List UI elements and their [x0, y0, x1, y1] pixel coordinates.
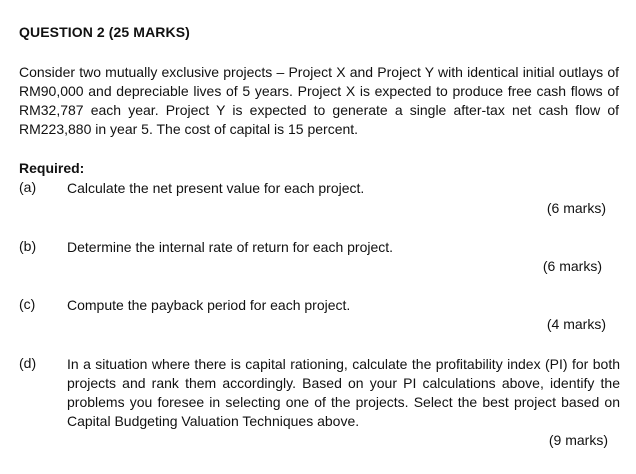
part-b-label: (b) [19, 238, 37, 254]
part-d-text: In a situation where there is capital rationing, calculate the profitability index (PI) for both projects and rank them accordingly. Based on your PI calculations above, identify the problems you foresee in selecting one of the projects. Select the best project based on Capital Budgeting Valuation Techniques above. [67, 356, 620, 429]
part-c-label: (c) [19, 296, 36, 312]
part-d-marks: (9 marks) [548, 432, 608, 448]
required-label: Required: [19, 160, 85, 176]
part-a-label: (a) [19, 179, 37, 195]
part-b-text: Determine the internal rate of return for each project. [67, 239, 394, 255]
question-heading: QUESTION 2 (25 MARKS) [19, 24, 190, 40]
part-c-text: Compute the payback period for each project. [67, 297, 351, 313]
question-intro: Consider two mutually exclusive projects – Project X and Project Y with identical initial outlays of RM90,000 and depreciable lives of 5 years. Project X is expected to produce free cash flows of RM32,787 each year. Project Y is expected to generate a single after-tax net cash flow of RM223,880 in year 5. The cost of capital is 15 percent. [19, 64, 619, 137]
part-b-marks: (6 marks) [542, 258, 602, 274]
part-a-marks: (6 marks) [546, 200, 606, 216]
part-d-label: (d) [19, 355, 37, 371]
part-c-marks: (4 marks) [546, 316, 606, 332]
part-a-text: Calculate the net present value for each project. [67, 180, 365, 196]
